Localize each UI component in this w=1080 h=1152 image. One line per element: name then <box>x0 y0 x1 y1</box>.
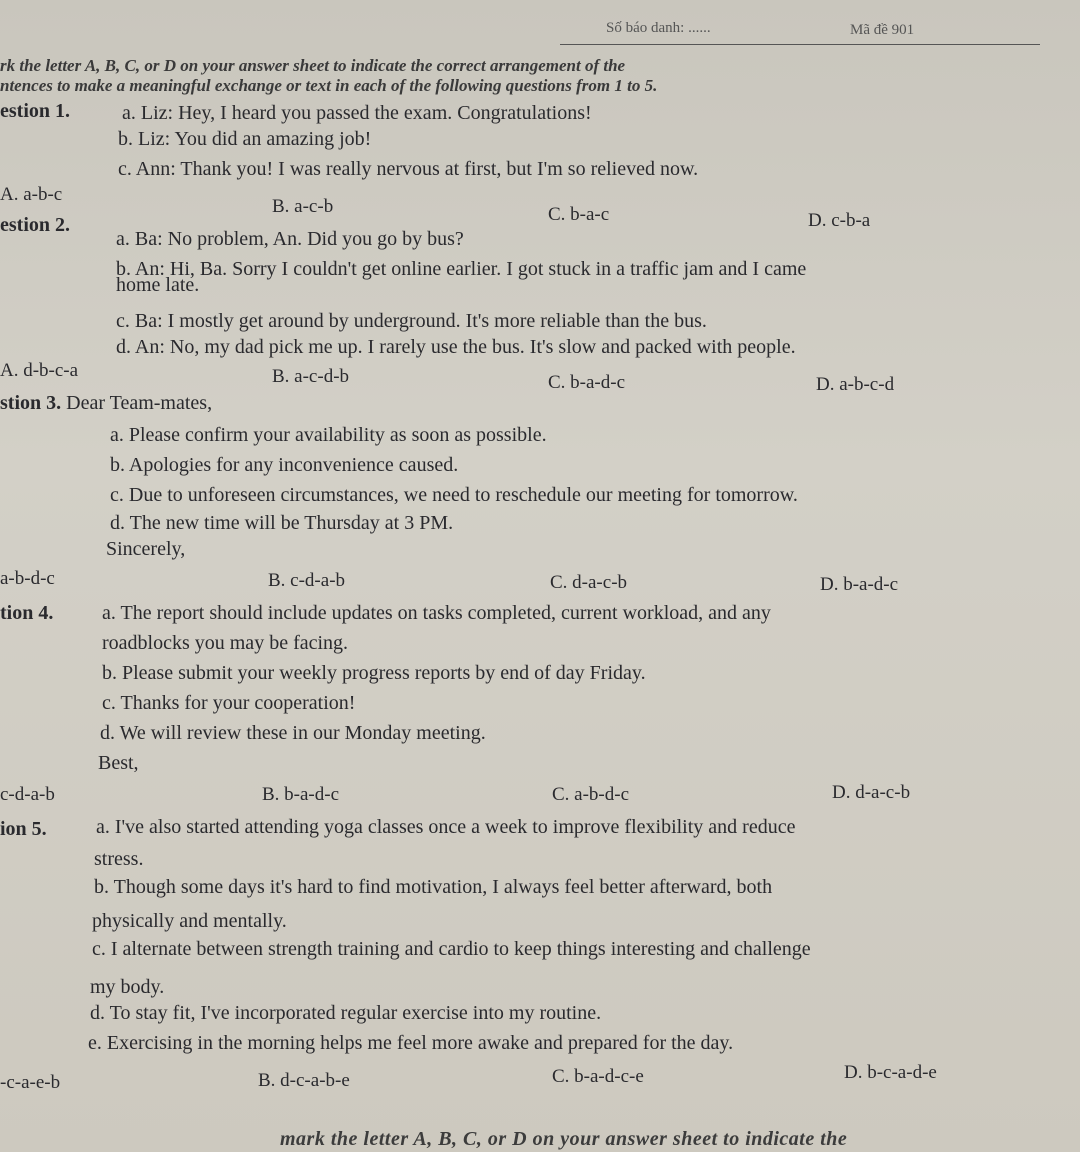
question-2-option-d: D. a-b-c-d <box>816 374 895 395</box>
question-5-item-e: e. Exercising in the morning helps me feel more awake and prepared for the day. <box>88 1032 734 1054</box>
question-4-label: tion 4. <box>0 602 54 624</box>
question-2-option-b: B. a-c-d-b <box>272 366 350 387</box>
question-1-option-b: B. a-c-b <box>272 196 334 217</box>
exam-code: Mã đề 901 <box>850 22 915 38</box>
question-5-item-b-line-1: b. Though some days it's hard to find motivation, I always feel better afterward, both <box>94 876 773 898</box>
question-1-label: estion 1. <box>0 100 70 122</box>
question-2-option-a: A. d-b-c-a <box>0 360 79 381</box>
instruction-line-2: ntences to make a meaningful exchange or text in each of the following questions from 1 to 5. <box>0 76 658 95</box>
question-5-option-b: B. d-c-a-b-e <box>258 1070 350 1091</box>
question-1-option-a: A. a-b-c <box>0 184 63 205</box>
question-4-option-a: c-d-a-b <box>0 784 55 805</box>
question-3-label: stion 3. Dear Team-mates, <box>0 392 213 414</box>
question-4-closing: Best, <box>98 752 139 774</box>
question-2-label: estion 2. <box>0 214 70 236</box>
question-5-item-b-line-2: physically and mentally. <box>92 910 287 932</box>
question-5-label: ion 5. <box>0 818 47 840</box>
exam-header <box>560 14 1040 45</box>
question-1-option-d: D. c-b-a <box>808 210 871 231</box>
question-3-item-c: c. Due to unforeseen circumstances, we need to reschedule our meeting for tomorrow. <box>110 484 798 506</box>
question-4-option-d: D. d-a-c-b <box>832 782 911 803</box>
next-section-instruction: mark the letter A, B, C, or D on your answer sheet to indicate the <box>280 1128 848 1150</box>
question-4-item-a-line-2: roadblocks you may be facing. <box>102 632 349 654</box>
instructions <box>0 56 1040 96</box>
question-4-item-c: c. Thanks for your cooperation! <box>102 692 356 714</box>
question-4-item-a-line-1: a. The report should include updates on tasks completed, current workload, and any <box>102 602 771 624</box>
question-4-item-d: d. We will review these in our Monday meeting. <box>100 722 486 744</box>
question-3-item-d: d. The new time will be Thursday at 3 PM. <box>110 512 454 534</box>
question-1-item-b: b. Liz: You did an amazing job! <box>118 128 372 150</box>
question-1-item-a: a. Liz: Hey, I heard you passed the exam. Congratulations! <box>122 102 592 124</box>
question-2-item-c: c. Ba: I mostly get around by underground. It's more reliable than the bus. <box>116 310 707 332</box>
question-3-option-b: B. c-d-a-b <box>268 570 346 591</box>
question-5-item-a-line-1: a. I've also started attending yoga classes once a week to improve flexibility and reduce <box>96 816 796 838</box>
question-3-option-c: C. d-a-c-b <box>550 572 628 593</box>
candidate-number-label: Số báo danh: ...... <box>606 20 711 36</box>
question-5-item-c-line-1: c. I alternate between strength training and cardio to keep things interesting and challenge <box>92 938 811 960</box>
question-3-item-b: b. Apologies for any inconvenience caused. <box>110 454 459 476</box>
question-3-item-a: a. Please confirm your availability as soon as possible. <box>110 424 547 446</box>
instruction-line-1: rk the letter A, B, C, or D on your answer sheet to indicate the correct arrangement of the <box>0 56 626 75</box>
question-2-item-a: a. Ba: No problem, An. Did you go by bus? <box>116 228 464 250</box>
question-2-option-c: C. b-a-d-c <box>548 372 626 393</box>
question-5-option-d: D. b-c-a-d-e <box>844 1062 937 1083</box>
question-1-option-c: C. b-a-c <box>548 204 610 225</box>
question-2-item-d: d. An: No, my dad pick me up. I rarely use the bus. It's slow and packed with people. <box>116 336 796 358</box>
question-3-closing: Sincerely, <box>106 538 186 560</box>
question-5-item-a-line-2: stress. <box>94 848 144 870</box>
question-4-option-c: C. a-b-d-c <box>552 784 630 805</box>
question-5-option-c: C. b-a-d-c-e <box>552 1066 644 1087</box>
question-4-item-b: b. Please submit your weekly progress reports by end of day Friday. <box>102 662 646 684</box>
question-5-item-c-line-2: my body. <box>90 976 165 998</box>
question-2-item-b-line-1: b. An: Hi, Ba. Sorry I couldn't get online earlier. I got stuck in a traffic jam and I came <box>116 258 807 280</box>
question-3-option-a: a-b-d-c <box>0 568 55 589</box>
question-4-option-b: B. b-a-d-c <box>262 784 340 805</box>
question-3-option-d: D. b-a-d-c <box>820 574 899 595</box>
question-1-item-c: c. Ann: Thank you! I was really nervous at first, but I'm so relieved now. <box>118 158 699 180</box>
question-5-option-a: -c-a-e-b <box>0 1072 61 1093</box>
question-5-item-d: d. To stay fit, I've incorporated regular exercise into my routine. <box>90 1002 602 1024</box>
question-2-item-b-line-2: home late. <box>116 274 200 296</box>
